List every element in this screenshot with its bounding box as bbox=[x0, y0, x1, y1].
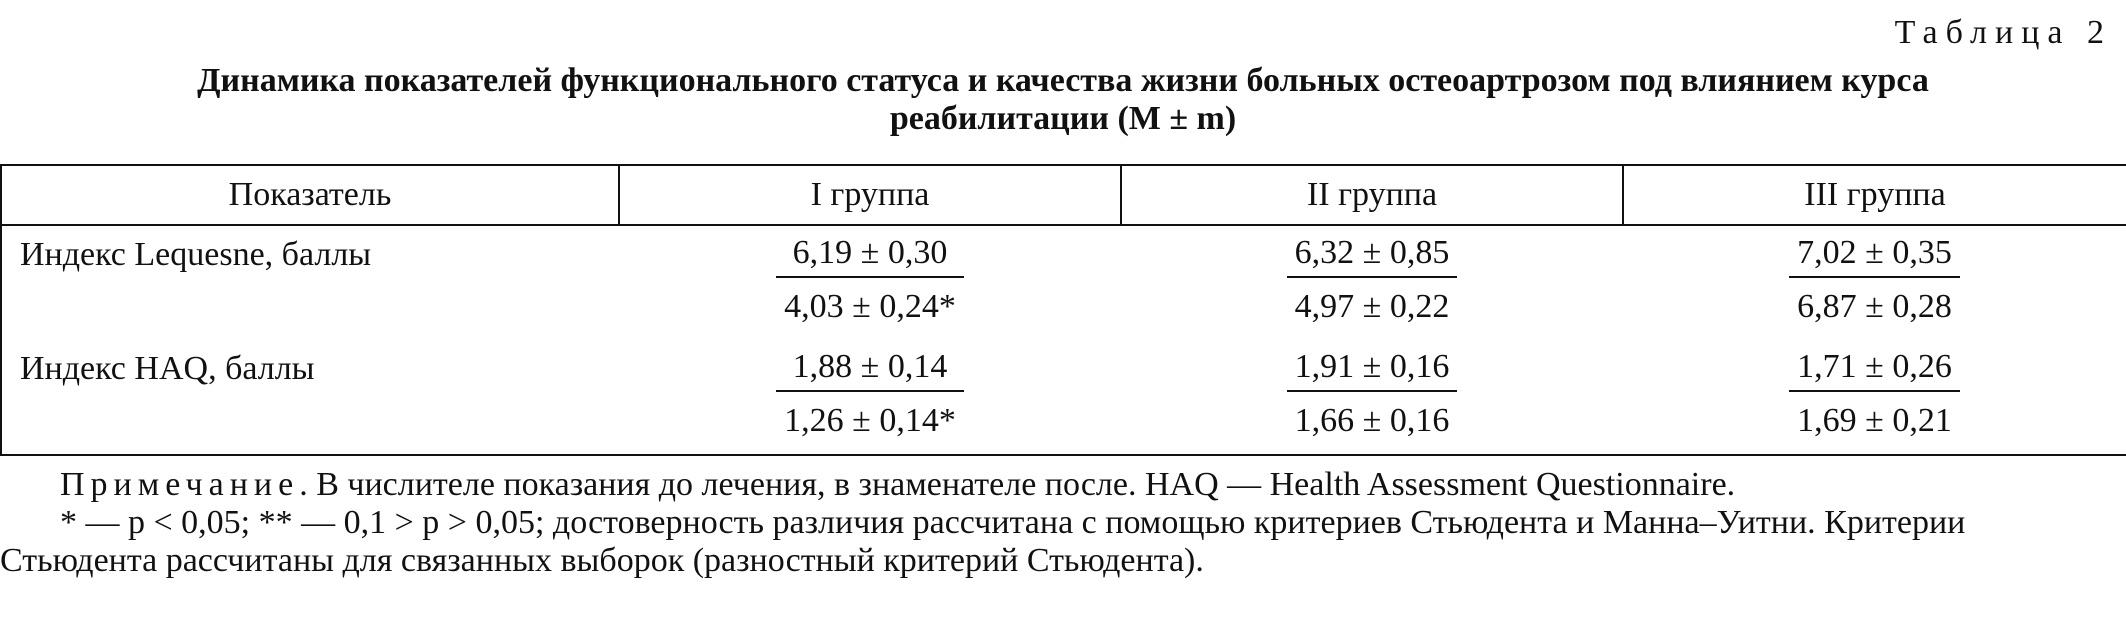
header-indicator: Показатель bbox=[1, 165, 619, 225]
value-before: 6,32 ± 0,85 bbox=[1287, 234, 1458, 278]
table-title-line-1: Динамика показателей функционального статуса и качества жизни больных остеоартрозом под влиянием курса bbox=[197, 62, 1929, 99]
value-before: 1,71 ± 0,26 bbox=[1789, 348, 1960, 392]
table-note bbox=[0, 466, 2126, 504]
row-label-lequesne: Индекс Lequesne, баллы bbox=[20, 236, 372, 273]
table-row bbox=[1, 225, 2126, 340]
significance-note-continued: Стьюдента рассчитаны для связанных выборок (разностный критерий Стьюдента). bbox=[0, 542, 1204, 579]
table-title bbox=[0, 62, 2126, 138]
header-group-2: II группа bbox=[1121, 165, 1623, 225]
value-after: 4,03 ± 0,24* bbox=[784, 288, 956, 325]
value-after: 1,26 ± 0,14* bbox=[784, 402, 956, 439]
fraction-cell bbox=[1789, 234, 1960, 326]
fraction-cell bbox=[776, 234, 964, 326]
value-before: 6,19 ± 0,30 bbox=[776, 234, 964, 278]
table-number: Таблица 2 bbox=[1894, 14, 2112, 51]
fraction-cell bbox=[1789, 348, 1960, 440]
value-before: 1,91 ± 0,16 bbox=[1287, 348, 1458, 392]
value-after: 1,66 ± 0,16 bbox=[1294, 402, 1450, 439]
fraction-cell bbox=[1287, 348, 1458, 440]
note-text: . В числителе показания до лечения, в знаменателе после. HAQ — Health Assessment Questionnaire. bbox=[299, 466, 1736, 503]
table-title-line-2: реабилитации (M ± m) bbox=[889, 100, 1237, 137]
header-group-3: III группа bbox=[1623, 165, 2126, 225]
note-label: Примечание bbox=[60, 466, 300, 503]
fraction-cell bbox=[1287, 234, 1458, 326]
value-before: 1,88 ± 0,14 bbox=[776, 348, 964, 392]
value-after: 1,69 ± 0,21 bbox=[1797, 402, 1952, 439]
significance-note: * — p < 0,05; ** — 0,1 > p > 0,05; достоверность различия рассчитана с помощью критериев Стьюдента и Манна–Уитни. Критерии bbox=[60, 504, 1966, 541]
value-after: 6,87 ± 0,28 bbox=[1797, 288, 1952, 325]
row-label-haq: Индекс HAQ, баллы bbox=[20, 350, 315, 387]
table-row bbox=[1, 340, 2126, 455]
fraction-cell bbox=[776, 348, 964, 440]
data-table bbox=[0, 164, 2126, 456]
value-before: 7,02 ± 0,35 bbox=[1789, 234, 1960, 278]
header-group-1: I группа bbox=[619, 165, 1121, 225]
table-header-row bbox=[1, 165, 2126, 225]
value-after: 4,97 ± 0,22 bbox=[1294, 288, 1450, 325]
